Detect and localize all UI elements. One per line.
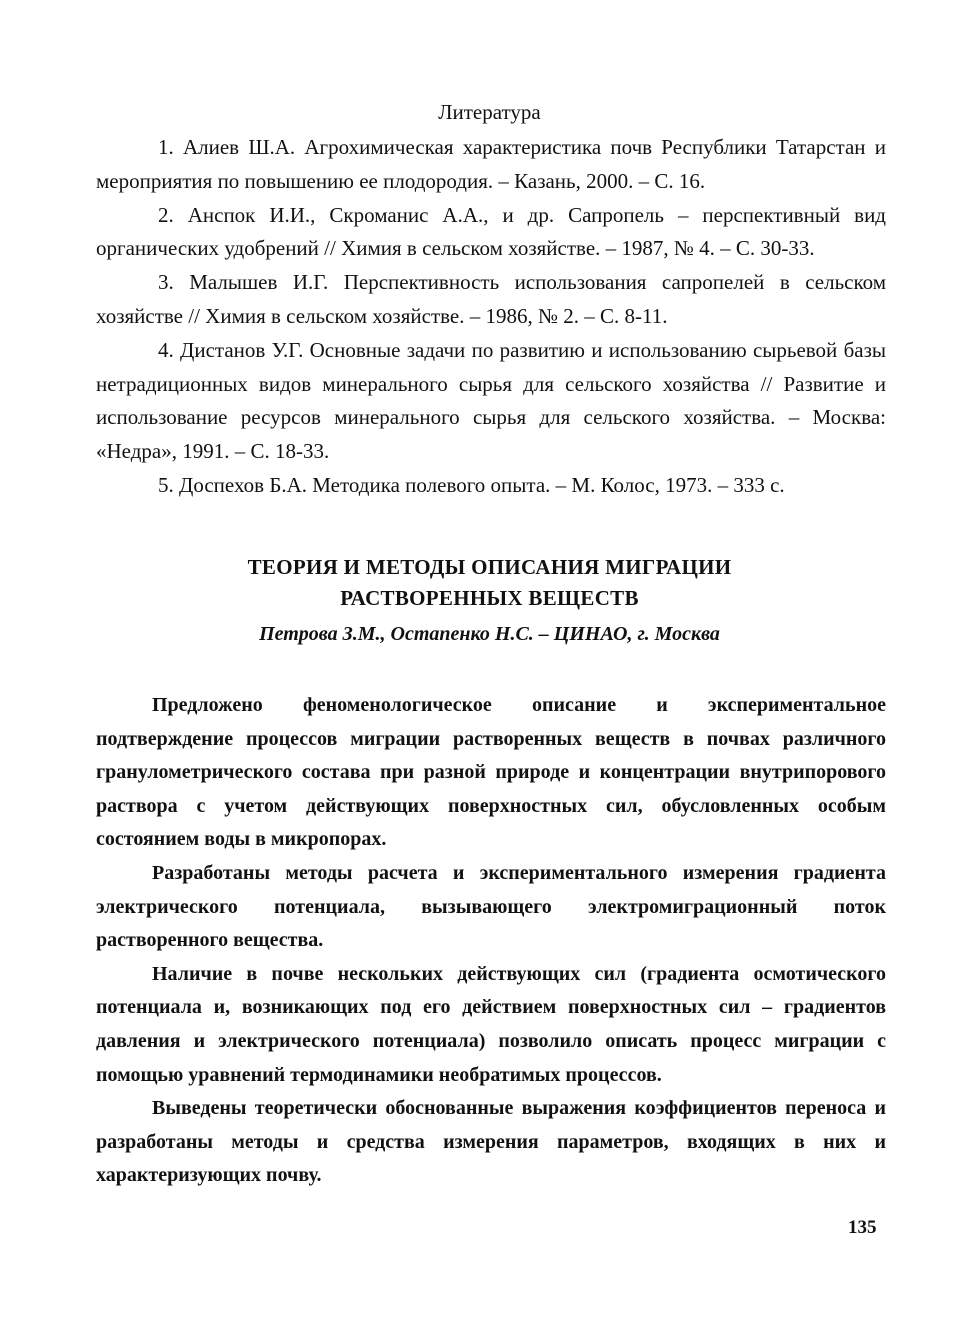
article-title — [0, 552, 979, 614]
abstract-paragraph: Предложено феноменологическое описание и экспериментальное подтверждение процессов миграции растворенных веществ в почвах различного гранулометрического состава при разной природе и концентрации внутрипорового раствора с учетом действующих поверхностных сил, обусловленных особым состоянием воды в микропорах. — [96, 694, 886, 851]
abstract-paragraph: Разработаны методы расчета и экспериментального измерения градиента электрического потенциала, вызывающего электромиграционный поток растворенного вещества. — [96, 861, 886, 952]
abstract-paragraph: Наличие в почве нескольких действующих сил (градиента осмотического потенциала и, возникающих под его действием поверхностных сил – градиентов давления и электрического потенциала) позволило описать процесс миграции с помощью уравнений термодинамики необратимых процессов. — [96, 962, 886, 1086]
reference-item: 3. Малышев И.Г. Перспективность использования сапропелей в сельском хозяйстве // Химия в сельском хозяйстве. – 1986, № 2. – С. 8-11. — [96, 270, 886, 328]
article-authors: Петрова З.М., Остапенко Н.С. – ЦИНАО, г. Москва — [259, 623, 720, 645]
reference-item: 4. Дистанов У.Г. Основные задачи по развитию и использованию сырьевой базы нетрадиционных видов минерального сырья для сельского хозяйства // Развитие и использование ресурсов минерального сырья для сельского хозяйства. – Москва: «Недра», 1991. – С. 18-33. — [96, 337, 886, 464]
reference-item: 1. Алиев Ш.А. Агрохимическая характеристика почв Республики Татарстан и мероприятия по повышению ее плодородия. – Казань, 2000. – С. 16. — [96, 135, 886, 193]
article-title-line-1: ТЕОРИЯ И МЕТОДЫ ОПИСАНИЯ МИГРАЦИИ — [247, 555, 732, 579]
references-list — [96, 131, 886, 503]
references-heading: Литература — [438, 100, 541, 124]
abstract-paragraph: Выведены теоретически обоснованные выражения коэффициентов переноса и разработаны методы и средства измерения параметров, входящих в них и характеризующих почву. — [96, 1097, 886, 1187]
article-abstract — [96, 689, 886, 1193]
article-title-line-2: РАСТВОРЕННЫХ ВЕЩЕСТВ — [340, 586, 639, 610]
reference-item: 5. Доспехов Б.А. Методика полевого опыта. – М. Колос, 1973. – 333 с. — [158, 472, 785, 497]
reference-item: 2. Анспок И.И., Скроманис А.А., и др. Сапропель – перспективный вид органических удобрений // Химия в сельском хозяйстве. – 1987, № 4. – С. 30-33. — [96, 202, 886, 261]
page-number: 135 — [848, 1217, 877, 1238]
